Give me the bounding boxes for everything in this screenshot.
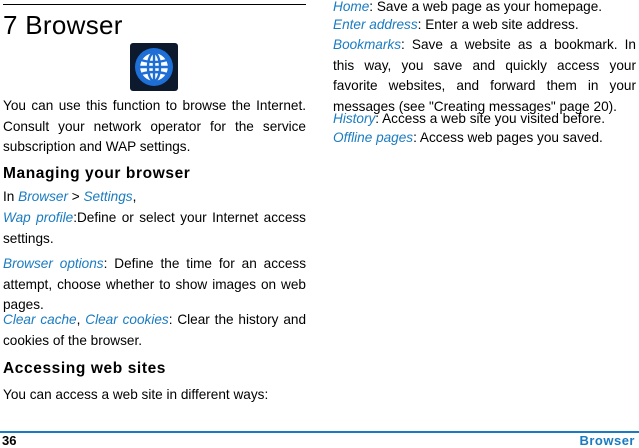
term-clear-cache[interactable]: Clear cache (3, 312, 77, 327)
list-item-browser-options: Browser options: Define the time for an access attempt, choose whether to show images on web pages. (3, 256, 306, 312)
section-heading-accessing: Accessing web sites (3, 360, 167, 377)
term-clear-cookies[interactable]: Clear cookies (85, 312, 169, 327)
chapter-title: 7 Browser (3, 10, 123, 40)
footer-rule (0, 431, 639, 433)
list-item-offline-pages: Offline pages: Access web pages you saved. (333, 130, 603, 145)
term-browser-options[interactable]: Browser options (3, 256, 104, 271)
list-item-clear: Clear cache, Clear cookies: Clear the history and cookies of the browser. (3, 312, 307, 348)
intro-paragraph: You can use this function to browse the Internet. Consult your network operator for the service subscription and WAP settings. (3, 98, 306, 154)
term-offline-pages[interactable]: Offline pages (333, 130, 414, 145)
list-item-history: History: Access a web site you visited before. (333, 111, 606, 126)
list-item-home: Home: Save a web page as your homepage. (333, 0, 603, 14)
list-item-bookmarks: Bookmarks: Save a website as a bookmark. In this way, you save and quickly access your favorite websites, and forward them in your messages (see "Creating messages" page 20). (333, 37, 636, 114)
browser-menu-link[interactable]: Browser (18, 189, 68, 204)
term-enter-address[interactable]: Enter address (333, 17, 418, 32)
page-number: 36 (2, 433, 17, 448)
term-history[interactable]: History (333, 111, 376, 126)
top-rule (3, 4, 306, 5)
footer-section-label: Browser (579, 433, 635, 448)
settings-path: In Browser > Settings, (3, 189, 137, 204)
settings-menu-link[interactable]: Settings (83, 189, 133, 204)
section-heading-managing: Managing your browser (3, 165, 191, 182)
list-item-enter-address: Enter address: Enter a web site address. (333, 17, 579, 32)
term-bookmarks[interactable]: Bookmarks (333, 37, 401, 52)
list-item-wap-profile: Wap profile:Define or select your Internet access settings. (3, 210, 306, 246)
accessing-intro: You can access a web site in different ways: (3, 387, 269, 402)
term-home[interactable]: Home (333, 0, 370, 14)
term-wap-profile[interactable]: Wap profile (3, 210, 74, 225)
globe-icon (130, 43, 178, 91)
